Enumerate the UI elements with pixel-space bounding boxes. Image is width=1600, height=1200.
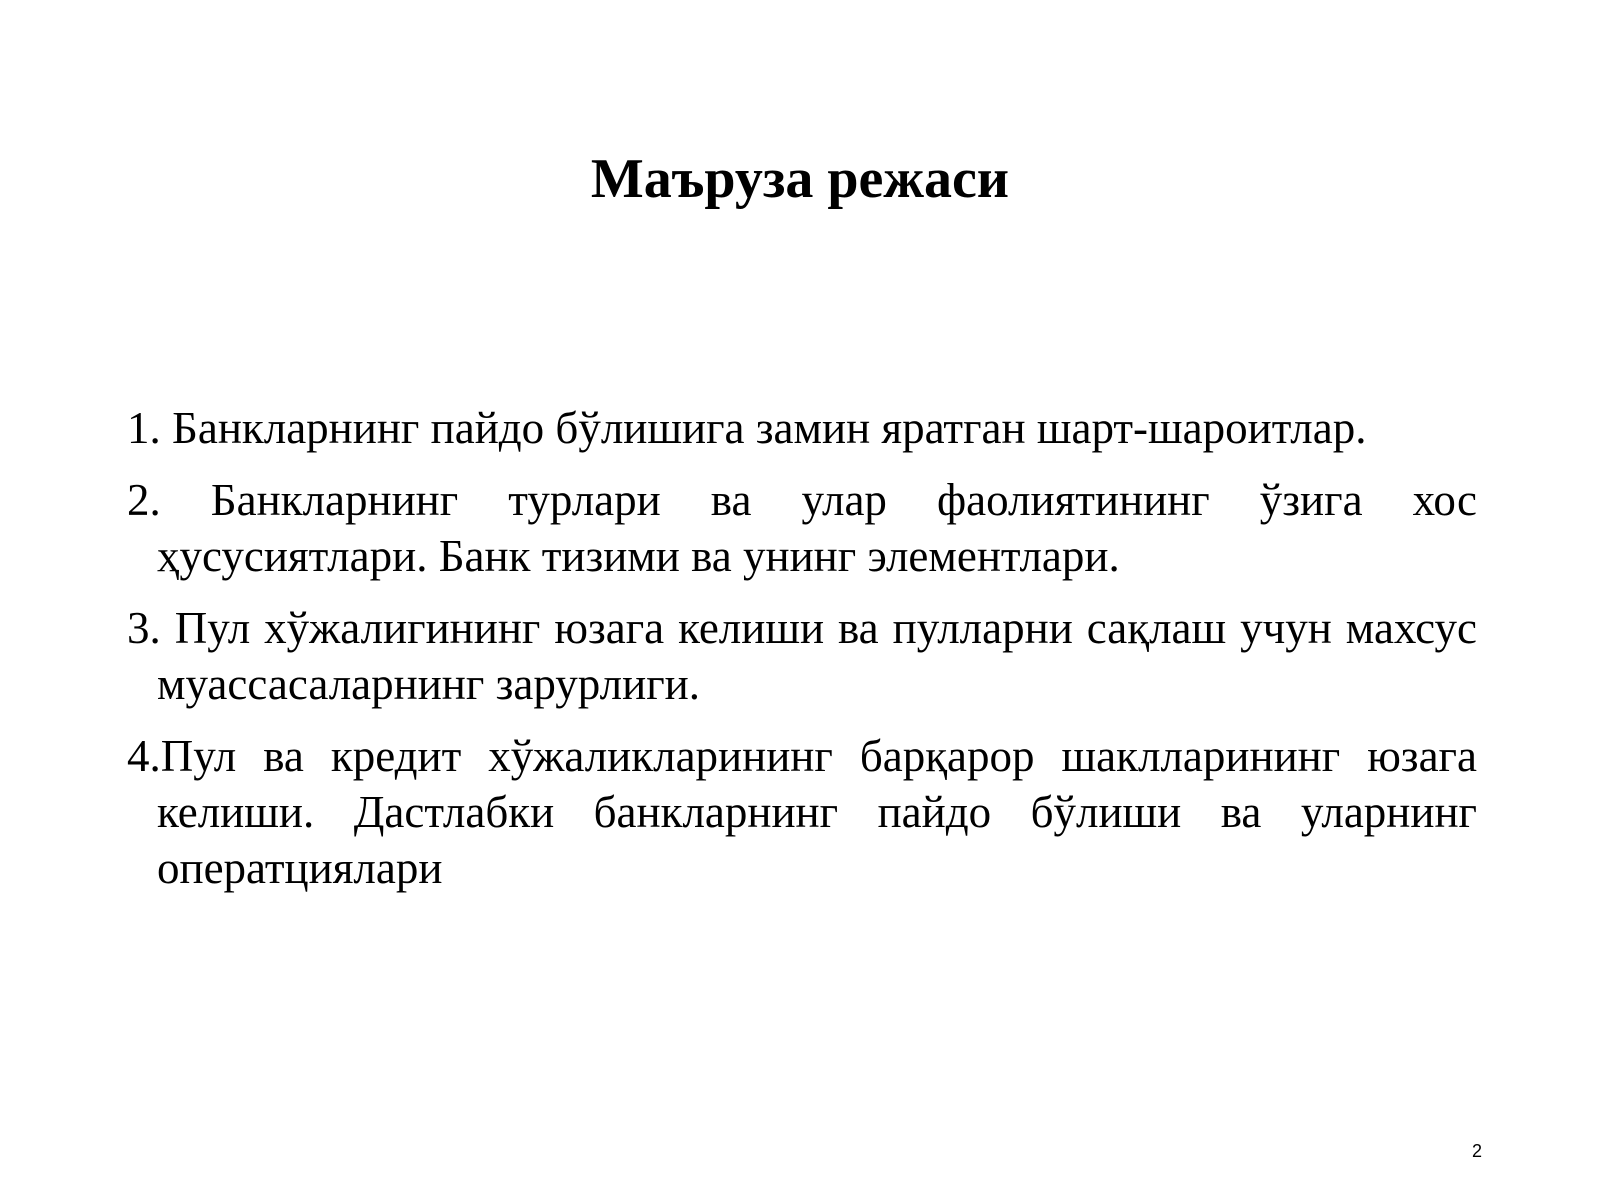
plan-item-3: 3. Пул хўжалигининг юзага келиши ва пулларни сақлаш учун махсус муассасаларнинг зарурлиги. <box>127 603 1477 709</box>
plan-item-4: 4.Пул ва кредит хўжаликларининг барқарор шаклларининг юзага келиши. Дастлабки банкларнинг пайдо бўлиши ва уларнинг оператциялари <box>127 731 1477 893</box>
slide-title: Маъруза режаси <box>590 148 1010 210</box>
plan-item-1: 1. Банкларнинг пайдо бўлишига замин яратган шарт-шароитлар. <box>127 403 1367 453</box>
plan-item-2: 2. Банкларнинг турлари ва улар фаолиятининг ўзига хос ҳусусиятлари. Банк тизими ва унинг элементлари. <box>127 475 1477 581</box>
page-number: 2 <box>1471 1141 1482 1161</box>
lecture-plan-list <box>127 400 1477 912</box>
